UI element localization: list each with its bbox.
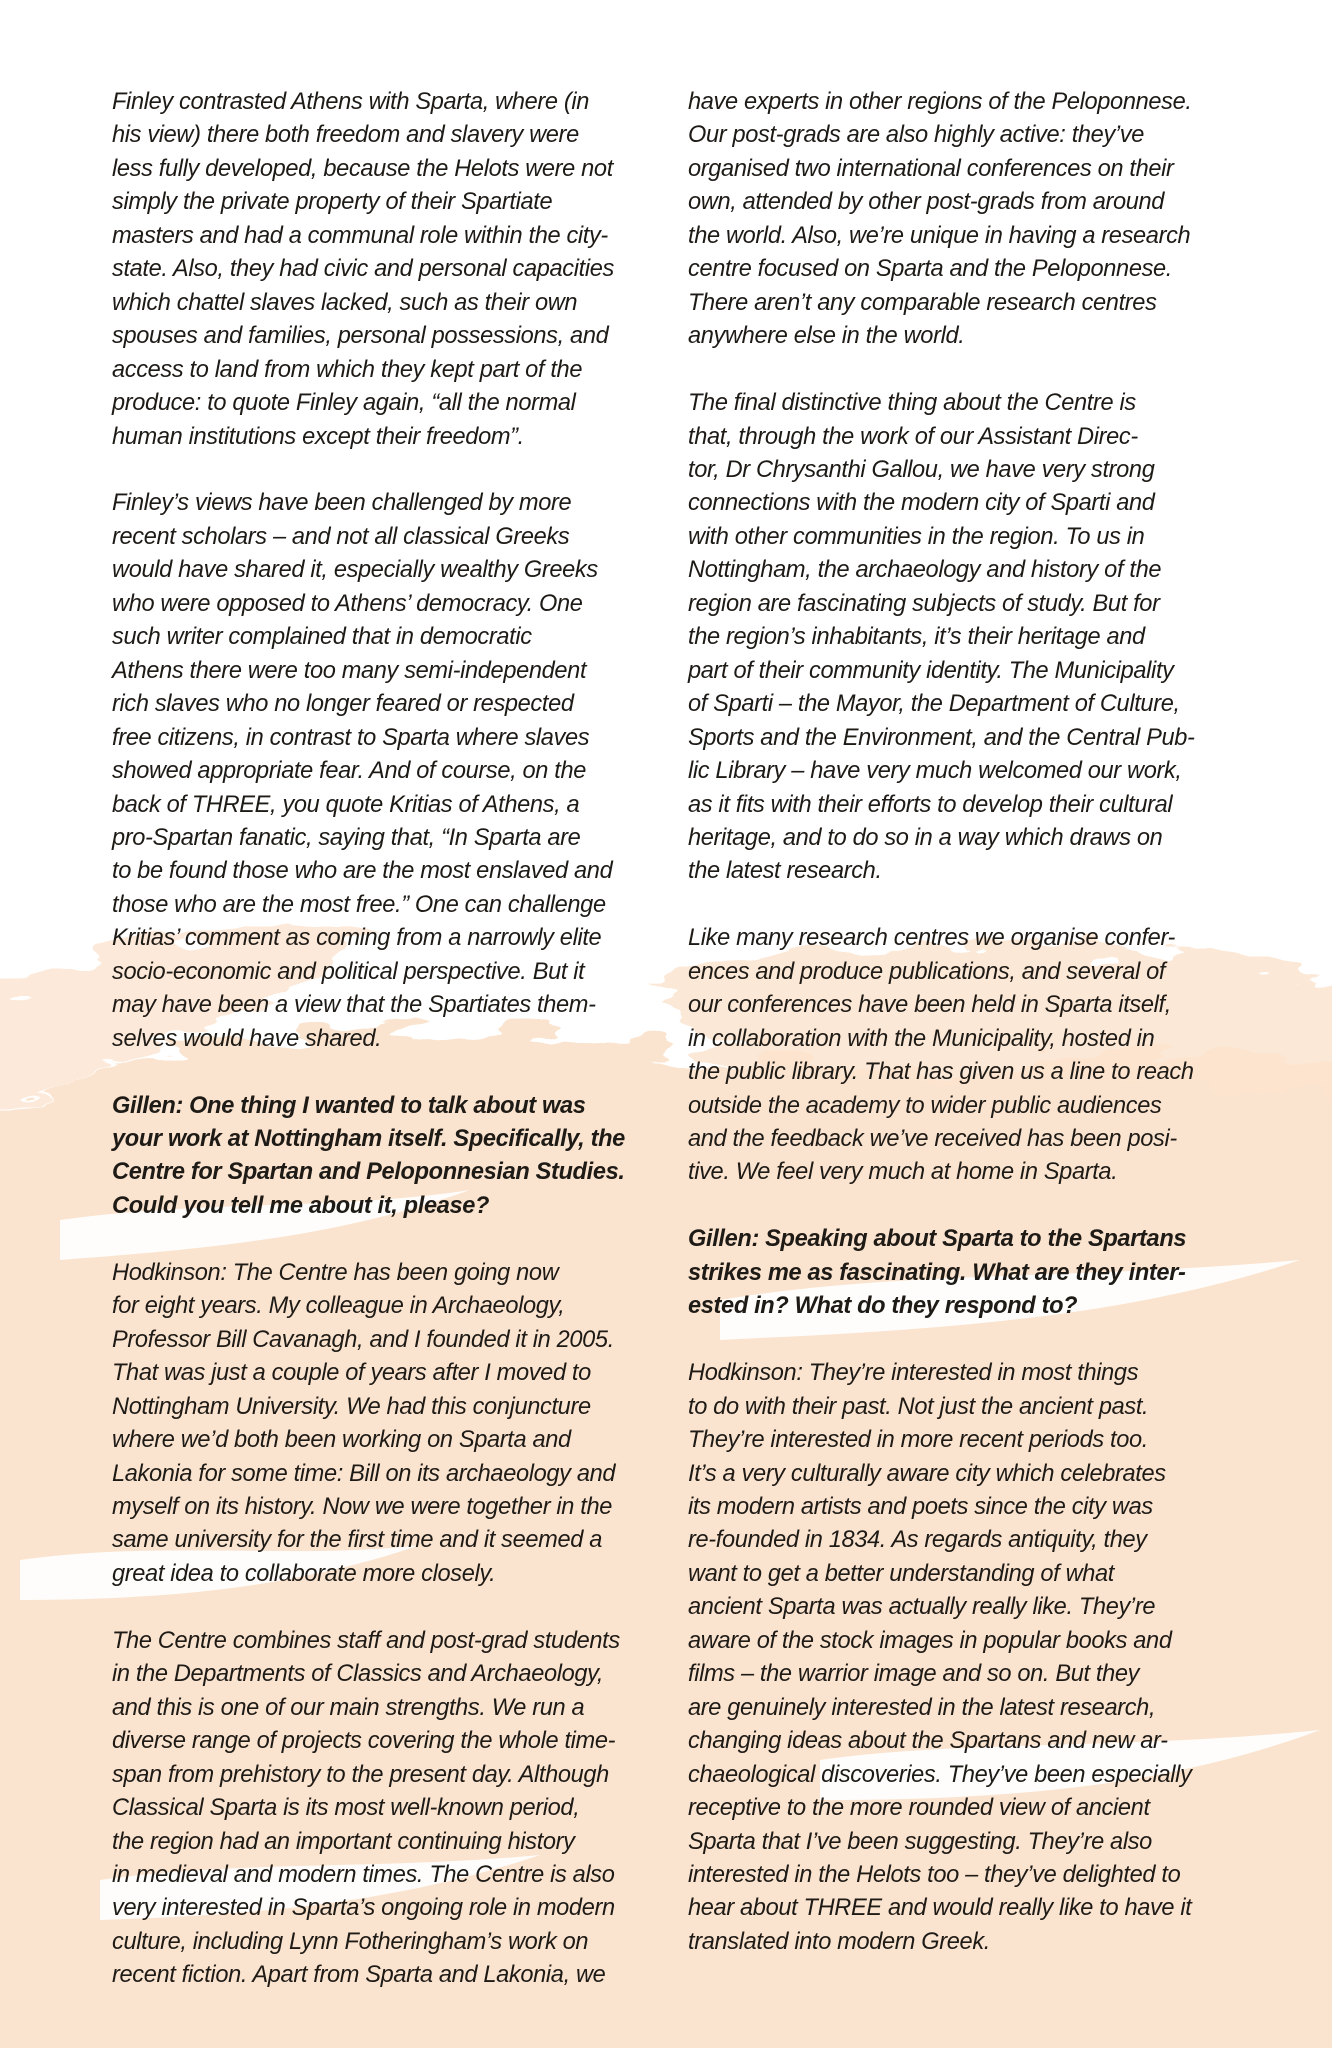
question-spartans-interests: Gillen: Speaking about Sparta to the Spartans strikes me as fascinating. What are they inter- ested in? What do they respond to?: [688, 1226, 1187, 1320]
paragraph-conferences: Like many research centres we organise confer- ences and produce publications, and several of our conferences have been held in Sparta itself, in collaboration with the Municipality, hosted in the public library. That has given us a line to reach outside the academy to wider public audiences and the feedback we’ve received has been posi- tive. We feel very much at home in Sparta.: [688, 925, 1194, 1186]
paragraph-sparti-connections: The final distinctive thing about the Centre is that, through the work of our Assistant Direc- tor, Dr Chrysanthi Gallou, we have very strong connections with the modern city of Sparti and with other communities in the region. To us in Nottingham, the archaeology and history of the region are fascinating subjects of study. But for the region’s inhabitants, it’s their heritage and part of their community identity. The Municipality of Sparti – the Mayor, the Department of Culture, Sports and the Environment, and the Central Pub- lic Library – have very much welcomed our work, as it fits with their efforts to develop their cultural heritage, and to do so in a way which draws on the latest research.: [688, 390, 1195, 885]
paragraph-centre-staff: The Centre combines staff and post-grad students in the Departments of Classics and Archaeology, and this is one of our main strengths. We run a diverse range of projects covering the whole time- span from prehistory to the present day. Although Classical Sparta is its most well-known period, the region had an important continuing history in medieval and modern times. The Centre is also very interested in Sparta’s ongoing role in modern culture, including Lynn Fotheringham’s work on recent fiction. Apart from Sparta and Lakonia, we: [112, 1627, 620, 1989]
right-column: [688, 86, 1228, 1959]
paragraph-centre-founding: Hodkinson: The Centre has been going now for eight years. My colleague in Archaeology, Professor Bill Cavanagh, and I founded it in 2005. That was just a couple of years after I moved to Nottingham University. We had this conjuncture where we’d both been working on Sparta and Lakonia for some time: Bill on its archaeology and myself on its history. Now we were together in the same university for the first time and it seemed a great idea to collaborate more closely.: [112, 1259, 616, 1587]
left-column: [112, 86, 660, 1993]
paragraph-spartans-interests: Hodkinson: They’re interested in most things to do with their past. Not just the ancient past. They’re interested in more recent periods too. It’s a very culturally aware city which celebrates its modern artists and poets since the city was re-founded in 1834. As regards antiquity, they want to get a better understanding of what ancient Sparta was actually really like. They’re aware of the stock images in popular books and films – the warrior image and so on. But they are genuinely interested in the latest research, changing ideas about the Spartans and new ar- chaeological discoveries. They’ve been especially receptive to the more rounded view of ancient Sparta that I’ve been suggesting. They’re also interested in the Helots too – they’ve delighted to hear about THREE and would really like to have it translated into modern Greek.: [688, 1360, 1192, 1955]
paragraph-finley-contrast: Finley contrasted Athens with Sparta, where (in his view) there both freedom and slavery were less fully developed, because the Helots were not simply the private property of their Spartiate masters and had a communal role within the city- state. Also, they had civic and personal capacities which chattel slaves lacked, such as their own spouses and families, personal possessions, and access to land from which they kept part of the produce: to quote Finley again, “all the normal human institutions except their freedom”.: [112, 89, 614, 450]
question-nottingham-centre: Gillen: One thing I wanted to talk about was your work at Nottingham itself. Specifically, the Centre for Spartan and Peloponnesian Studies. Could you tell me about it, please?: [112, 1092, 625, 1219]
paragraph-finley-challenged: Finley’s views have been challenged by more recent scholars – and not all classical Greeks would have shared it, especially wealthy Greeks who were opposed to Athens’ democracy. One such writer complained that in democratic Athens there were too many semi-independent rich slaves who no longer feared or respected free citizens, in contrast to Sparta where slaves showed appropriate fear. And of course, on the back of THREE, you quote Kritias of Athens, a pro-Spartan fanatic, saying that, “In Sparta are to be found those who are the most enslaved and those who are the most free.” One can challenge Kritias’ comment as coming from a narrowly elite socio-economic and political perspective. But it may have been a view that the Spartiates them- selves would have shared.: [112, 490, 613, 1052]
paragraph-centre-experts: have experts in other regions of the Peloponnese. Our post-grads are also highly active: they’ve organised two international conferences on their own, attended by other post-grads from around the world. Also, we’re unique in having a research centre focused on Sparta and the Peloponnese. There aren’t any comparable research centres anywhere else in the world.: [688, 89, 1192, 350]
